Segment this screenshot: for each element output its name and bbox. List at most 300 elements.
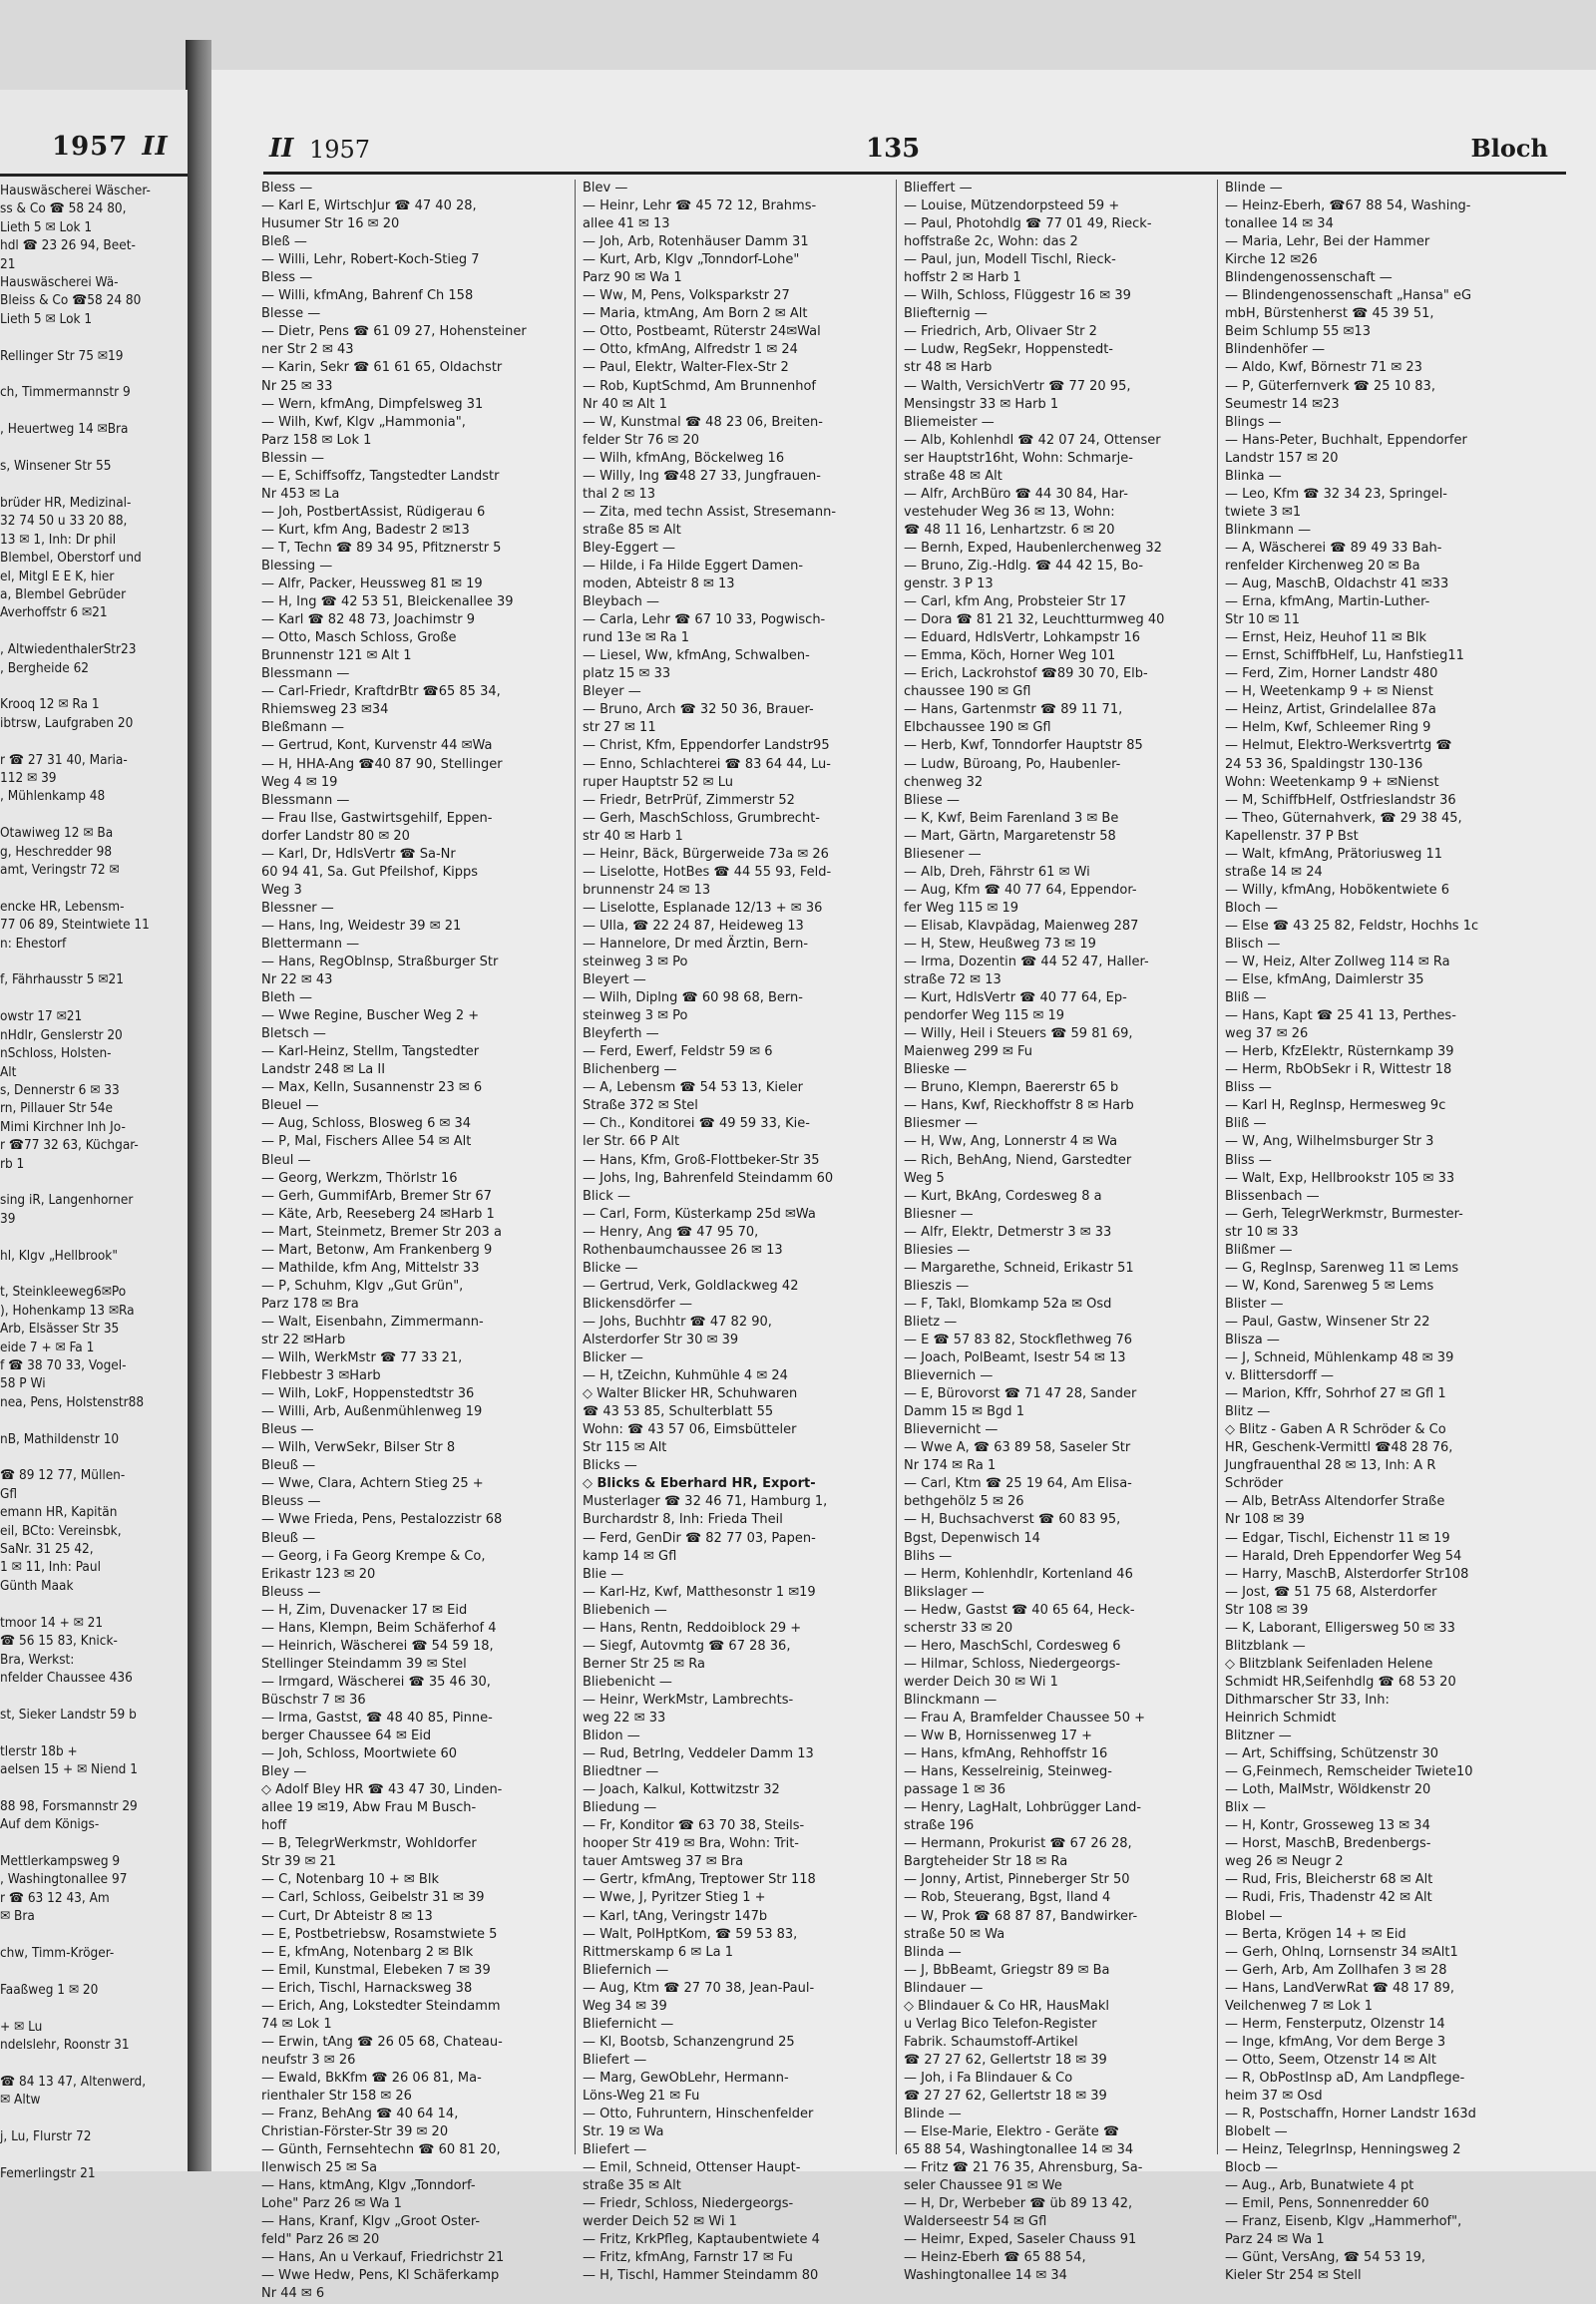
left-page-line [0,1687,188,1705]
directory-entry-line: steinweg 3 ✉ Po [583,955,688,970]
directory-entry-line: — Johs, Buchhtr ☎ 47 82 90, [583,1314,772,1330]
directory-entry-line: Parz 158 ✉ Lok 1 [261,432,372,448]
directory-entry-line: Rhiemsweg 23 ✉34 [261,702,389,718]
directory-entry-line: ner Str 2 ✉ 43 [261,342,354,358]
directory-entry-line: — Karin, Sekr ☎ 61 61 65, Oldachstr [261,360,503,376]
directory-entry-line: — Else-Marie, Elektro - Geräte ☎ [904,2124,1120,2140]
directory-entry-line: — Georg, Werkzm, Thörlstr 16 [261,1170,458,1186]
directory-entry-line: — Karl H, RegInsp, Hermesweg 9c [1225,1098,1446,1114]
directory-entry-line: bethgehölz 5 ✉ 26 [904,1494,1024,1510]
book-gutter [186,40,211,2171]
left-page-line [0,365,188,383]
left-page-line: 1 ✉ 11, Inh: Paul [0,1559,101,1576]
left-page-line: Alt [0,1063,17,1080]
directory-entry-line: — Walt, kfmAng, Prätoriusweg 11 [1225,846,1443,862]
left-page-line [0,1173,188,1191]
directory-entry-line: — Otto, Fuhruntern, Hinschenfelder [583,2107,814,2122]
surname-heading: Blings — [1225,414,1282,430]
directory-entry-line: — Carl, kfm Ang, Probsteier Str 17 [904,594,1127,610]
surname-heading: Bley-Eggert — [583,540,675,556]
directory-entry-line: — Wilh, WerkMstr ☎ 77 33 21, [261,1350,463,1366]
left-page-line: ndelslehr, Roonstr 31 [0,2037,130,2054]
directory-entry-line: 24 53 36, Spaldingstr 130-136 [1225,756,1423,772]
directory-entry-line: — P, Mal, Fischers Allee 54 ✉ Alt [261,1134,472,1150]
directory-entry-line: — Berta, Krögen 14 + ✉ Eid [1225,1926,1406,1942]
surname-heading: Blietz — [904,1314,958,1330]
directory-entry-line: — Friedrich, Arb, Olivaer Str 2 [904,324,1097,340]
left-page-line [0,622,188,640]
left-page-line [0,1926,188,1944]
surname-heading: Bleyferth — [583,1026,659,1042]
directory-entry-line: scherstr 33 ✉ 20 [904,1620,1013,1636]
directory-entry-line: — Kurt, BkAng, Cordesweg 8 a [904,1188,1102,1204]
directory-entry-line: — Irmgard, Wäscherei ☎ 35 46 30, [261,1674,491,1690]
directory-entry-line: — Joh, Arb, Rotenhäuser Damm 31 [583,234,809,250]
left-page-line: 39 [0,1210,16,1227]
directory-entry-line: — Alfr, ArchBüro ☎ 44 30 84, Har- [904,486,1128,502]
directory-entry-line: Mensingstr 33 ✉ Harb 1 [904,396,1059,412]
left-page-line: sing iR, Langenhorner [0,1192,134,1209]
directory-entry-line: — Carla, Lehr ☎ 67 10 33, Pogwisch- [583,612,826,628]
directory-entry-line: — Günt, VersAng, ☎ 54 53 19, [1225,2250,1426,2266]
directory-entry-line: — H, Zim, Duvenacker 17 ✉ Eid [261,1602,468,1618]
directory-entry-line: Rothenbaumchaussee 26 ✉ 13 [583,1242,783,1258]
surname-heading: Blieszis — [904,1278,970,1294]
directory-entry-line: kamp 14 ✉ Gfl [583,1548,677,1564]
directory-entry-line: — Heinrich, Wäscherei ☎ 54 59 18, [261,1638,494,1654]
surname-heading: Blievernicht — [904,1422,998,1438]
directory-entry-line: — Ernst, SchiffbHelf, Lu, Hanfstieg11 [1225,648,1464,664]
directory-entry-line: brunnenstr 24 ✉ 13 [583,882,711,898]
directory-columns [251,180,1568,2302]
directory-entry-line: — H, HHA-Ang ☎40 87 90, Stellinger [261,756,503,772]
directory-entry-line: — Ww, M, Pens, Volksparkstr 27 [583,288,790,304]
directory-entry-line: — A, Wäscherei ☎ 89 49 33 Bah- [1225,540,1442,556]
directory-entry-line: platz 15 ✉ 33 [583,666,671,682]
directory-entry-line: Erikastr 123 ✉ 20 [261,1566,376,1582]
directory-entry-line: — Heinz-Eberh ☎ 65 88 54, [904,2250,1086,2266]
directory-entry-line: — Carl-Friedr, KraftdrBtr ☎65 85 34, [261,684,501,700]
directory-entry-line: Elbchaussee 190 ✉ Gfl [904,720,1051,736]
directory-entry-line: — Mart, Steinmetz, Bremer Str 203 a [261,1224,502,1240]
directory-entry-line: — Hans, Rentn, Reddoiblock 29 + [583,1620,802,1636]
surname-heading: Blie — [583,1566,624,1582]
left-page-column [0,182,188,2182]
directory-entry-line: Weg 34 ✉ 39 [583,1998,667,2014]
directory-entry-line: — J, Schneid, Mühlenkamp 48 ✉ 39 [1225,1350,1454,1366]
left-page-line: nfelder Chaussee 436 [0,1669,133,1686]
surname-heading: Blieske — [904,1062,968,1078]
directory-entry-line: — Walth, VersichVertr ☎ 77 20 95, [904,378,1131,394]
directory-entry-line: Schmidt HR,Seifenhdlg ☎ 68 53 20 [1225,1674,1456,1690]
directory-entry-line: — Hans, RegOblnsp, Straßburger Str [261,955,499,970]
directory-entry-line: — Wwe Hedw, Pens, Kl Schäferkamp [261,2268,500,2284]
column-4 [1225,180,1528,2284]
left-page-line [0,1228,188,1246]
directory-entry-line: — Herb, KfzElektr, Rüsternkamp 39 [1225,1044,1454,1060]
directory-entry-line: — Jonny, Artist, Pinneberger Str 50 [904,1872,1130,1888]
surname-heading: Bleyer — [583,684,641,700]
directory-entry-line: — Hans-Peter, Buchhalt, Eppendorfer [1225,432,1467,448]
directory-entry-line: — H, Ing ☎ 42 53 51, Bleickenallee 39 [261,594,514,610]
left-page-line: ss & Co ☎ 58 24 80, [0,200,127,217]
surname-heading: Bliesener — [904,846,982,862]
left-page-line: amt, Veringstr 72 ✉ [0,862,120,879]
directory-entry-line: — Erich, Ang, Lokstedter Steindamm [261,1998,501,2014]
surname-heading: Bless — [261,270,313,286]
directory-entry-line: — Horst, MaschB, Bredenbergs- [1225,1836,1431,1852]
surname-heading: Blocb — [1225,2160,1279,2176]
directory-entry-line: — Louise, Mützendorpsteed 59 + [904,198,1120,214]
directory-entry-line: — Joh, PostbertAssist, Rüdigerau 6 [261,504,486,520]
directory-entry-line: — Bruno, Arch ☎ 32 50 36, Brauer- [583,702,814,718]
surname-heading: Blindenhöfer — [1225,342,1326,358]
directory-entry-line: Nr 453 ✉ La [261,486,340,502]
directory-entry-line: — Emil, Schneid, Ottenser Haupt- [583,2160,801,2176]
directory-entry-line: Str 39 ✉ 21 [261,1854,337,1870]
surname-heading: Bleuss — [261,1584,321,1600]
surname-heading: Blix — [1225,1800,1266,1816]
surname-heading: Bliefert — [583,2052,647,2068]
directory-entry-line: — Harald, Dreh Eppendorfer Weg 54 [1225,1548,1462,1564]
directory-entry-line: — Rob, Steuerang, Bgst, Iland 4 [904,1890,1111,1906]
surname-heading: Bliefernicht — [583,2016,674,2032]
directory-entry-line: — Alb, Dreh, Fährstr 61 ✉ Wi [904,864,1090,880]
directory-entry-line: u Verlag Bico Telefon-Register [904,2016,1097,2032]
surname-heading: Bley — [261,1764,307,1780]
directory-entry-line: — E, kfmAng, Notenbarg 2 ✉ Blk [261,1944,474,1960]
left-page-line: el, Mitgl E E K, hier [0,568,115,584]
directory-entry-line: thal 2 ✉ 13 [583,486,656,502]
directory-entry-line: — E, Postbetriebsw, Rosamstwiete 5 [261,1926,498,1942]
directory-entry-line: — Aldo, Kwf, Börnestr 71 ✉ 23 [1225,360,1422,376]
directory-entry-line: Kieler Str 254 ✉ Stell [1225,2268,1362,2284]
directory-entry-line: — Ulla, ☎ 22 24 87, Heideweg 13 [583,918,804,934]
directory-entry-line: — Hero, MaschSchl, Cordesweg 6 [904,1638,1121,1654]
directory-entry-line: — Hans, Gartenmstr ☎ 89 11 71, [904,702,1123,718]
directory-entry-line: — T, Techn ☎ 89 34 95, Pfitznerstr 5 [261,540,502,556]
directory-entry-line: — Gerh, TelegrWerkmstr, Burmester- [1225,1206,1463,1222]
left-page-line: st, Sieker Landstr 59 b [0,1706,137,1723]
left-page-line [0,1265,188,1283]
left-page-line: n: Ehestorf [0,935,67,952]
directory-entry-line: hoffstraße 2c, Wohn: das 2 [904,234,1078,250]
directory-entry-line: — G, RegInsp, Sarenweg 11 ✉ Lems [1225,1260,1459,1276]
directory-entry-line: Nr 44 ✉ 6 [261,2286,325,2302]
directory-entry-line: — Hannelore, Dr med Ärztin, Bern- [583,936,809,952]
surname-heading: Blisza — [1225,1333,1280,1347]
directory-entry-line: — Hans, Kfm, Groß-Flottbeker-Str 35 [583,1152,820,1168]
column-2 [583,180,886,2284]
directory-entry-line: — Fritz ☎ 21 76 35, Ahrensburg, Sa- [904,2160,1143,2176]
left-page-line: , AltwiedenthalerStr23 [0,641,137,658]
surname-heading: Blessmann — [261,792,350,808]
directory-entry-line: Büschstr 7 ✉ 36 [261,1692,366,1708]
directory-entry-line: Nr 25 ✉ 33 [261,378,333,394]
directory-entry-line: — H, Buchsachverst ☎ 60 83 95, [904,1512,1121,1528]
left-page-line: emann HR, Kapitän [0,1504,118,1521]
directory-entry-line: — Ch., Konditorei ☎ 49 59 33, Kie- [583,1116,810,1132]
left-page-line: Rellinger Str 75 ✉19 [0,347,124,364]
left-page-line: ☎ 89 12 77, Müllen- [0,1467,126,1484]
surname-heading: Bliesner — [904,1206,974,1222]
surname-heading: Bleß — [261,234,307,250]
directory-entry-line: — Else, kfmAng, Daimlerstr 35 [1225,972,1424,988]
directory-entry-line: — R, Postschaffn, Horner Landstr 163d [1225,2107,1476,2122]
surname-heading: Bliebenicht — [583,1674,672,1690]
directory-entry-line: — Georg, i Fa Georg Krempe & Co, [261,1548,486,1564]
directory-entry-line: — Christ, Kfm, Eppendorfer Landstr95 [583,738,830,754]
directory-entry-line: Landstr 157 ✉ 20 [1225,450,1339,466]
surname-heading: Bliedung — [583,1800,657,1816]
directory-entry-line: — Willi, kfmAng, Bahrenf Ch 158 [261,288,474,304]
surname-heading: Blicks — [583,1458,637,1474]
directory-entry-line: — Alb, Kohlenhdl ☎ 42 07 24, Ottenser [904,432,1161,448]
directory-entry-line: — Gertr, kfmAng, Treptower Str 118 [583,1872,816,1888]
directory-entry-line: — Irma, Gastst, ☎ 48 40 85, Pinne- [261,1710,493,1726]
directory-entry-line: — Willi, Lehr, Robert-Koch-Stieg 7 [261,252,480,268]
directory-entry-line: — Liselotte, Esplanade 12/13 + ✉ 36 [583,900,823,916]
directory-entry-line: — Mart, Gärtn, Margaretenstr 58 [904,828,1116,844]
directory-entry-line: vestehuder Weg 36 ✉ 13, Wohn: [904,504,1115,520]
directory-entry-line: — Marg, GewObLehr, Hermann- [583,2070,789,2086]
directory-entry-line: — E ☎ 57 83 82, Stockflethweg 76 [904,1333,1133,1347]
surname-heading: Blitzblank — [1225,1638,1306,1654]
left-page-line: 58 P Wi [0,1375,46,1392]
directory-entry-line: — Irma, Dozentin ☎ 44 52 47, Haller- [904,955,1149,970]
directory-entry-line: — Paul, Photohdlg ☎ 77 01 49, Rieck- [904,216,1152,232]
surname-heading: Blichenberg — [583,1062,677,1078]
directory-entry-line: — Carl, Ktm ☎ 25 19 64, Am Elisa- [904,1476,1132,1492]
directory-entry-line: — R, ObPostInsp aD, Am Landpflege- [1225,2070,1465,2086]
left-page-line: Günth Maak [0,1577,74,1594]
directory-entry-line: Nr 108 ✉ 39 [1225,1512,1305,1528]
surname-heading: Blicker — [583,1350,643,1366]
directory-entry-line: — Willi, Arb, Außenmühlenweg 19 [261,1404,483,1420]
left-page-line: ch, Timmermannstr 9 [0,384,131,401]
left-page-line: 88 98, Forsmannstr 29 [0,1797,138,1814]
directory-entry-line: — Karl E, WirtschJur ☎ 47 40 28, [261,198,477,214]
directory-entry-line: — P, Schuhm, Klgv „Gut Grün", [261,1278,464,1294]
surname-heading: Bless — [261,181,313,195]
directory-entry-line: — Hans, An u Verkauf, Friedrichstr 21 [261,2250,505,2266]
surname-heading: Bleyert — [583,972,646,988]
left-page-line [0,1411,188,1429]
left-page-line [0,402,188,420]
directory-entry-line: — Aug, Kfm ☎ 40 77 64, Eppendor- [904,882,1137,898]
directory-entry-line: — M, SchiffbHelf, Ostfrieslandstr 36 [1225,792,1456,808]
left-page-line: hl, Klgv „Hellbrook" [0,1247,118,1264]
directory-entry-line: — Herb, Kwf, Tonndorfer Hauptstr 85 [904,738,1143,754]
directory-entry-line: — Hans, Kesselreinig, Steinweg- [904,1764,1112,1780]
surname-heading: Blinda — [904,1944,962,1960]
directory-entry-line: — Heinz, Artist, Grindelallee 87a [1225,702,1436,718]
directory-entry-line: ☎ 43 53 85, Schulterblatt 55 [583,1404,774,1420]
directory-entry-line: — Walt, Eisenbahn, Zimmermann- [261,1314,484,1330]
left-page-line: hdl ☎ 23 26 94, Beet- [0,237,136,254]
directory-entry-line: — Carl, Schloss, Geibelstr 31 ✉ 39 [261,1890,485,1906]
directory-entry-line: — Heinz, TelegrInsp, Henningsweg 2 [1225,2142,1461,2158]
directory-entry-line: — Wilh, Diplng ☎ 60 98 68, Bern- [583,990,803,1006]
directory-entry-line: Alsterdorfer Str 30 ✉ 39 [583,1333,739,1347]
directory-entry-line: — Heinr, WerkMstr, Lambrechts- [583,1692,794,1708]
directory-entry-line: — Karl, tAng, Veringstr 147b [583,1908,768,1924]
surname-heading: Bleuß — [261,1458,316,1474]
directory-entry-line: str 40 ✉ Harb 1 [583,828,683,844]
surname-heading: Bliefternig — [904,306,988,322]
directory-entry-line: — Franz, BehAng ☎ 40 64 14, [261,2107,459,2122]
directory-entry-line: — Rud, Fris, Bleicherstr 68 ✉ Alt [1225,1872,1433,1888]
left-page-line: ☎ 56 15 83, Knick- [0,1633,118,1650]
directory-entry-line: — Dora ☎ 81 21 32, Leuchtturmweg 40 [904,612,1165,628]
left-page-line [0,1834,188,1852]
left-page-line: Gfl [0,1485,18,1502]
directory-entry-line: — W, Kunstmal ☎ 48 23 06, Breiten- [583,414,823,430]
directory-entry-line: — Friedr, BetrPrüf, Zimmerstr 52 [583,792,795,808]
directory-entry-line: ◇ Blitz - Gaben A R Schröder & Co [1225,1422,1446,1438]
left-page-line [0,1778,188,1796]
surname-heading: Blieffert — [904,181,973,195]
directory-entry-line: Kapellenstr. 37 P Bst [1225,828,1359,844]
left-page-line: ☎ 84 13 47, Altenwerd, [0,2073,147,2090]
directory-entry-line: — Karl-Hz, Kwf, Matthesonstr 1 ✉19 [583,1584,816,1600]
directory-entry-line: — Aug, Schloss, Blosweg 6 ✉ 34 [261,1116,472,1132]
directory-entry-line: HR, Geschenk-Vermittl ☎48 28 76, [1225,1440,1453,1456]
directory-entry-line: — Edgar, Tischl, Eichenstr 11 ✉ 19 [1225,1530,1450,1546]
directory-entry-line: — Ww B, Hornissenweg 17 + [904,1728,1092,1744]
directory-entry-line: — Harry, MaschB, Alsterdorfer Str108 [1225,1566,1469,1582]
left-page-header [52,132,169,162]
directory-entry-line: Flebbestr 3 ✉Harb [261,1368,381,1384]
directory-entry-line: tonallee 14 ✉ 34 [1225,216,1334,232]
directory-entry-line: — Marion, Kffr, Sohrhof 27 ✉ Gfl 1 [1225,1386,1446,1402]
directory-entry-line: — Willy, kfmAng, Hobökentwiete 6 [1225,882,1449,898]
directory-entry-line: — Joach, Kalkul, Kottwitzstr 32 [583,1782,780,1798]
directory-entry-line: — Erich, Lackrohstof ☎89 30 70, Elb- [904,666,1148,682]
directory-entry-line: — Gerh, GummifArb, Bremer Str 67 [261,1188,492,1204]
directory-entry-line: — E, Bürovorst ☎ 71 47 28, Sander [904,1386,1137,1402]
directory-entry-line: — Liselotte, HotBes ☎ 44 55 93, Feld- [583,864,832,880]
surname-heading: Bliemeister — [904,414,995,430]
left-page-line: brüder HR, Medizinal- [0,494,132,511]
directory-entry-line: — Willy, Ing ☎48 27 33, Jungfrauen- [583,468,821,484]
directory-entry-line: — Aug, MaschB, Oldachstr 41 ✉33 [1225,576,1449,592]
directory-entry-line: Washingtonallee 14 ✉ 34 [904,2268,1067,2284]
directory-entry-line: — Heinr, Bäck, Bürgerweide 73a ✉ 26 [583,846,829,862]
directory-entry-line: — Joach, PolBeamt, Isestr 54 ✉ 13 [904,1350,1126,1366]
directory-entry-line: berger Chaussee 64 ✉ Eid [261,1728,432,1744]
surname-heading: Blitz — [1225,1404,1271,1420]
left-page-line: + ✉ Lu [0,2018,43,2035]
directory-entry-line: — Herm, RbObSekr i R, Wittestr 18 [1225,1062,1452,1078]
directory-entry-line: — Karl-Heinz, Stellm, Tangstedter [261,1044,480,1060]
left-page-line: Mimi Kirchner Inh Jo- [0,1118,126,1135]
directory-entry-line: — Art, Schiffsing, Schützenstr 30 [1225,1746,1439,1762]
surname-heading: Blinde — [904,2107,962,2122]
directory-entry-line: — Wern, kfmAng, Dimpfelsweg 31 [261,396,484,412]
directory-entry-line: — Margarethe, Schneid, Erikastr 51 [904,1260,1134,1276]
directory-entry-line: seler Chaussee 91 ✉ We [904,2178,1062,2194]
left-page-line [0,328,188,346]
left-page-line: aelsen 15 + ✉ Niend 1 [0,1760,138,1777]
directory-entry-line: mbH, Bürstenherst ☎ 45 39 51, [1225,306,1434,322]
left-page-line [0,732,188,750]
directory-entry-line: Parz 24 ✉ Wa 1 [1225,2232,1325,2248]
directory-entry-line: — Kl, Bootsb, Schanzengrund 25 [583,2034,795,2050]
column-3 [904,180,1207,2284]
directory-entry-line: Wohn: Weetenkamp 9 + ✉Nienst [1225,774,1439,790]
directory-entry-line: — Willy, Heil i Steuers ☎ 59 81 69, [904,1026,1133,1042]
directory-entry-line: fer Weg 115 ✉ 19 [904,900,1019,916]
directory-entry-line: ☎ 27 27 62, Gellertstr 18 ✉ 39 [904,2088,1107,2104]
header-roman: II [269,134,294,164]
directory-entry-line: straße 35 ✉ Alt [583,2178,681,2194]
directory-entry-line: felder Str 76 ✉ 20 [583,432,699,448]
directory-entry-line: — Otto, Postbeamt, Rüterstr 24✉Wal [583,324,821,340]
directory-entry-line: — Leo, Kfm ☎ 32 34 23, Springel- [1225,486,1447,502]
directory-entry-line: weg 22 ✉ 33 [583,1710,666,1726]
surname-heading: Blessin — [261,450,325,466]
directory-entry-line: — Bernh, Exped, Haubenlerchenweg 32 [904,540,1162,556]
directory-entry-line: Husumer Str 16 ✉ 20 [261,216,400,232]
directory-entry-line: — Johs, Ing, Bahrenfeld Steindamm 60 [583,1170,834,1186]
directory-entry-line: — Fritz, KrkPfleg, Kaptaubentwiete 4 [583,2232,820,2248]
left-page-line: Lieth 5 ✉ Lok 1 [0,218,93,235]
left-page-line: Krooq 12 ✉ Ra 1 [0,696,100,713]
left-page-line: Faaßweg 1 ✉ 20 [0,1981,99,1998]
directory-entry-line: — Max, Kelln, Susannenstr 23 ✉ 6 [261,1080,483,1096]
directory-entry-line: Nr 22 ✉ 43 [261,972,333,988]
directory-entry-line: str 22 ✉Harb [261,1333,346,1347]
directory-entry-line: straße 72 ✉ 13 [904,972,1001,988]
left-page-line: 32 74 50 u 33 20 88, [0,513,128,530]
directory-entry-line: — Karl, Dr, HdlsVertr ☎ Sa-Nr [261,846,456,862]
directory-entry-line: Veilchenweg 7 ✉ Lok 1 [1225,1998,1374,2014]
directory-entry-line: — Hedw, Gastst ☎ 40 65 64, Heck- [904,1602,1135,1618]
left-page-line: nHdlr, Genslerstr 20 [0,1026,123,1043]
directory-entry-line: — E, Schiffsoffz, Tangstedter Landstr [261,468,500,484]
directory-entry-line: — Mathilde, kfm Ang, Mittelstr 33 [261,1260,480,1276]
directory-entry-line: — Walt, Exp, Hellbrookstr 105 ✉ 33 [1225,1170,1455,1186]
directory-entry-line: Str 10 ✉ 11 [1225,612,1301,628]
directory-entry-line: — H, Ww, Ang, Lonnerstr 4 ✉ Wa [904,1134,1118,1150]
surname-heading: Bleßmann — [261,720,344,736]
left-page-line: ), Hohenkamp 13 ✉Ra [0,1302,135,1319]
directory-entry-line: — Wilh, Schloss, Flüggestr 16 ✉ 39 [904,288,1131,304]
directory-entry-line: straße 48 ✉ Alt [904,468,1002,484]
directory-entry-line: — Carl, Form, Küsterkamp 25d ✉Wa [583,1206,816,1222]
directory-entry-line: — Karl ☎ 82 48 73, Joachimstr 9 [261,612,475,628]
directory-entry-line: — Kurt, kfm Ang, Badestr 2 ✉13 [261,522,470,538]
directory-entry-line: Schröder [1225,1476,1284,1492]
surname-heading: Bliesies — [904,1242,971,1258]
directory-entry-line: — Hans, kfmAng, Rehhoffstr 16 [904,1746,1108,1762]
directory-entry-line: — Ernst, Heiz, Heuhof 11 ✉ Blk [1225,630,1426,646]
right-page [211,70,1596,2302]
directory-entry-line: — Wilh, VerwSekr, Bilser Str 8 [261,1440,456,1456]
surname-heading: Bliebenich — [583,1602,667,1618]
surname-heading: Blessing — [261,558,333,574]
directory-entry-line: — Helmut, Elektro-Werksvertrtg ☎ [1225,738,1452,754]
surname-heading: Blinde — [1225,181,1283,195]
directory-entry-line: str 10 ✉ 33 [1225,1224,1299,1240]
directory-entry-line: — Wilh, LokF, Hoppenstedtstr 36 [261,1386,475,1402]
directory-entry-line: — Enno, Schlachterei ☎ 83 64 44, Lu- [583,756,831,772]
directory-entry-line: — Theo, Güternahverk, ☎ 29 38 45, [1225,810,1462,826]
left-page-line: nea, Pens, Holstenstr88 [0,1393,145,1410]
directory-entry-line: — Paul, Gastw, Winsener Str 22 [1225,1314,1430,1330]
surname-heading: Blikslager — [904,1584,985,1600]
